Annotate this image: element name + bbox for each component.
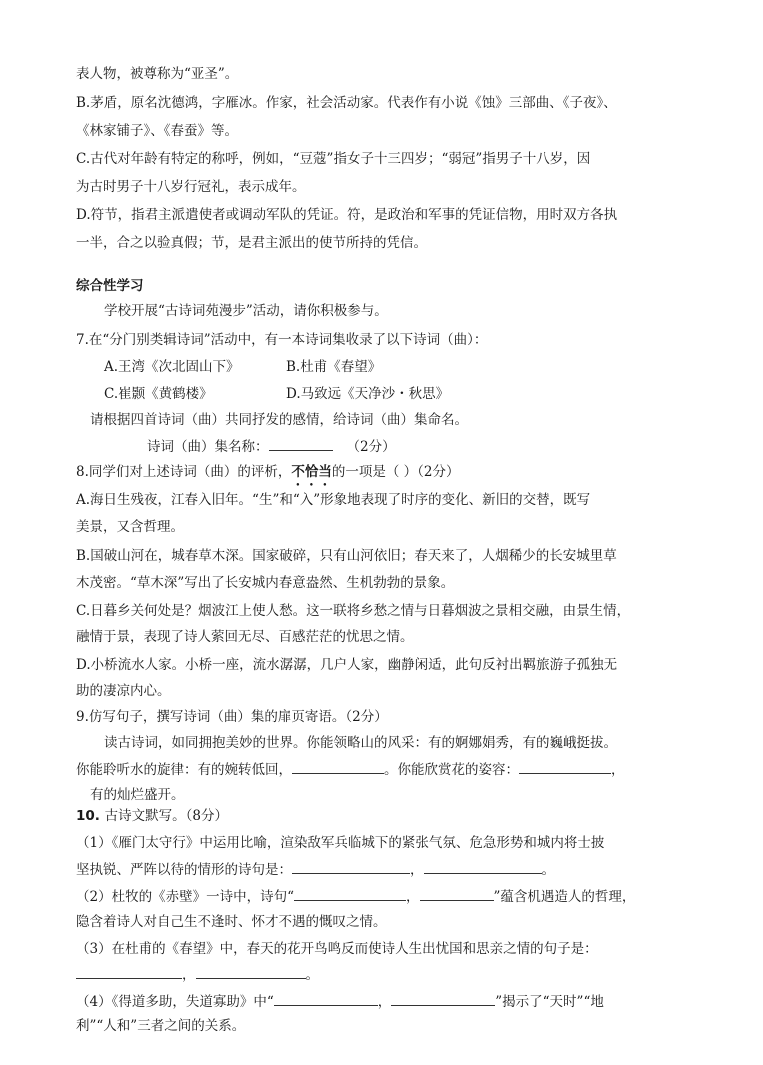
q8-option-b-line2: 木茂密。“草木深”写出了长安城内春意盎然、生机勃勃的景象。 <box>76 575 455 591</box>
q9-line3: 有的灿烂盛开。 <box>90 787 185 803</box>
q10-part2-comma: ， <box>406 889 420 905</box>
q7-option-c: C.崔颢《黄鹤楼》 <box>104 386 213 402</box>
q10-part3-line1: （3）在杜甫的《春望》中，春天的花开鸟鸣反而使诗人生出忧国和思亲之情的句子是： <box>76 941 598 957</box>
q10-part3-blank-2[interactable] <box>196 964 306 979</box>
q9-stem: 9.仿写句子，撰写诗词（曲）集的扉页寄语。（2分） <box>76 709 388 725</box>
q10-part1-period: 。 <box>541 862 555 878</box>
q10-part2-line2: 隐含着诗人对自己生不逢时、怀才不遇的慨叹之情。 <box>76 914 387 930</box>
q10-part4-post: ”揭示了“天时”“地 <box>495 994 604 1010</box>
q10-stem <box>76 806 696 826</box>
q10-part3-comma: ， <box>182 967 196 983</box>
q7-answer-blank[interactable] <box>269 436 333 451</box>
q8-option-a-line1: A.海日生残夜，江春入旧年。“生”和“入”形象地表现了时序的变化、新旧的交替，既写 <box>76 492 591 508</box>
q8-option-c-line1: C.日暮乡关何处是？烟波江上使人愁。这一联将乡愁之情与日暮烟波之景相交融，由景生情， <box>76 603 631 619</box>
q10-part2-blank-2[interactable] <box>420 886 494 901</box>
q9-line2-part2: 。你能欣赏花的姿容： <box>384 762 519 778</box>
q7-option-a: A.王湾《次北固山下》 <box>104 359 240 375</box>
q8-stem-after: 的一项是（ ）（2分） <box>331 464 460 480</box>
q10-part4-blank-1[interactable] <box>274 991 378 1006</box>
q10-part3-blank-1[interactable] <box>76 964 182 979</box>
option-b-line2: 《林家铺子》、《春蚕》等。 <box>76 123 238 139</box>
q8-stem-emphasis: 不恰当 <box>291 464 332 480</box>
q7-score: （2分） <box>346 439 396 455</box>
q10-part1-blank-1[interactable] <box>292 859 410 874</box>
q10-part4-line1 <box>76 991 696 1011</box>
q10-part1-comma: ， <box>410 862 424 878</box>
option-d-line1: D.符节，指君主派遣使者或调动军队的凭证。符，是政治和军事的凭证信物，用时双方各执 <box>76 207 618 223</box>
q7-prompt: 请根据四首诗词（曲）共同抒发的感情，给诗词（曲）集命名。 <box>90 412 468 428</box>
q10-part1-line2 <box>76 859 696 879</box>
q10-stem-text: 古诗文默写。（8分） <box>104 808 228 824</box>
q10-part2-line1 <box>76 886 696 906</box>
q8-option-d-line1: D.小桥流水人家。小桥一座，流水潺潺，几户人家，幽静闲适，此句反衬出羁旅游子孤独无 <box>76 657 618 673</box>
q7-answer-label: 诗词（曲）集名称： <box>147 439 269 455</box>
q10-part3-line2 <box>76 964 696 984</box>
q8-option-b-line1: B.国破山河在，城春草木深。国家破碎，只有山河依旧；春天来了，人烟稀少的长安城里草 <box>76 548 617 564</box>
q9-line1: 读古诗词，如同拥抱美妙的世界。你能领略山的风采：有的婀娜娟秀，有的巍峨挺拔。 <box>104 735 617 751</box>
q10-part4-pre: （4）《得道多助，失道寡助》中“ <box>76 994 274 1010</box>
q7-options-row2 <box>104 384 724 404</box>
q10-part2-post: ”蕴含机遇造人的哲理， <box>493 889 636 905</box>
q7-options-row1 <box>104 357 724 377</box>
q10-part3-period: 。 <box>305 967 319 983</box>
q10-part4-line2: 利”“人和”三者之间的关系。 <box>76 1018 246 1034</box>
q7-option-b: B.杜甫《春望》 <box>286 359 382 375</box>
q7-option-d: D.马致远《天净沙・秋思》 <box>286 386 450 402</box>
section-title: 综合性学习 <box>76 278 144 294</box>
q8-stem-before: 8.同学们对上述诗词（曲）的评析， <box>76 464 292 480</box>
q10-part2-blank-1[interactable] <box>294 886 406 901</box>
q10-part1-blank-2[interactable] <box>424 859 542 874</box>
option-a-tail: 表人物，被尊称为“亚圣”。 <box>76 66 239 82</box>
q9-blank-2[interactable] <box>519 759 611 774</box>
q10-part2-pre: （2）杜牧的《赤壁》一诗中，诗句“ <box>76 889 294 905</box>
q9-line2-part3: ， <box>611 762 625 778</box>
option-c-line2: 为古时男子十八岁行冠礼，表示成年。 <box>76 179 306 195</box>
q8-stem <box>76 462 696 482</box>
section-intro: 学校开展“古诗词苑漫步”活动，请你积极参与。 <box>104 303 388 319</box>
q9-line2 <box>76 759 696 779</box>
option-d-line2: 一半，合之以验真假；节，是君主派出的使节所持的凭信。 <box>76 235 427 251</box>
q8-option-a-line2: 美景，又含哲理。 <box>76 519 184 535</box>
q10-part1-text: 坚执锐、严阵以待的情形的诗句是： <box>76 862 292 878</box>
q9-blank-1[interactable] <box>292 759 384 774</box>
q10-number: 10. <box>76 808 100 824</box>
q10-part1-line1: （1）《雁门太守行》中运用比喻，渲染敌军兵临城下的紧张气氛、危急形势和城内将士披 <box>76 835 605 851</box>
q7-answer-line <box>147 436 763 456</box>
q8-option-d-line2: 助的凄凉内心。 <box>76 683 171 699</box>
q9-line2-part1: 你能聆听水的旋律：有的婉转低回， <box>76 762 292 778</box>
q7-stem: 7.在“分门别类辑诗词”活动中，有一本诗词集收录了以下诗词（曲）： <box>76 332 488 348</box>
q10-part4-comma: ， <box>377 994 392 1010</box>
option-c-line1: C.古代对年龄有特定的称呼，例如，“豆蔻”指女子十三四岁；“弱冠”指男子十八岁，因 <box>76 151 591 167</box>
option-b-line1: B.茅盾，原名沈德鸿，字雁冰。作家，社会活动家。代表作有小说《蚀》三部曲、《子夜》、 <box>76 95 617 111</box>
q8-option-c-line2: 融情于景，表现了诗人萦回无尽、百感茫茫的忧思之情。 <box>76 629 414 645</box>
q10-part4-blank-2[interactable] <box>391 991 495 1006</box>
